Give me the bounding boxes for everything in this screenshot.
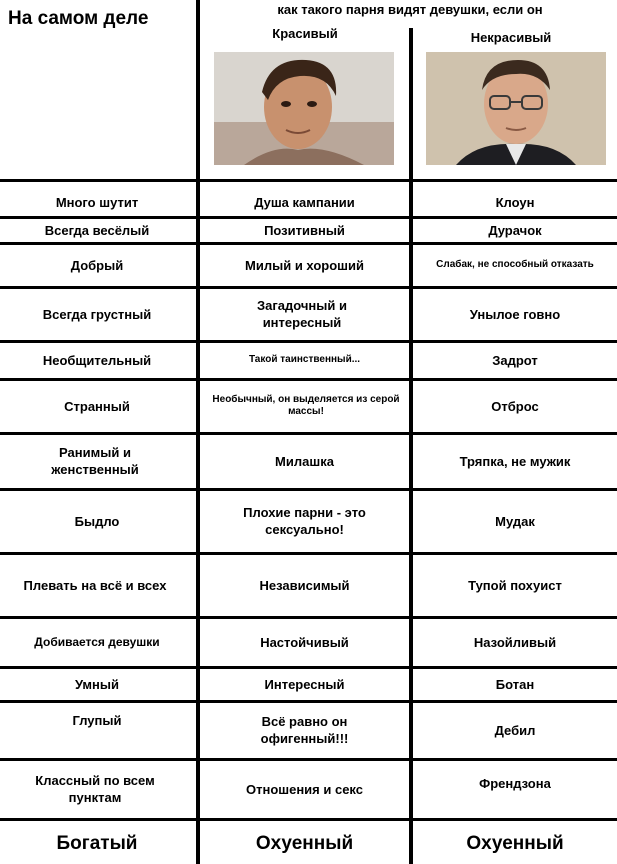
photo-handsome-guy bbox=[214, 52, 394, 165]
ugly-perception: Слабак, не способный отказать bbox=[436, 259, 594, 270]
ugly-perception: Ботан bbox=[495, 676, 535, 692]
actual-trait: Всегда грустный bbox=[42, 306, 152, 322]
actual-trait: Странный bbox=[64, 398, 130, 414]
handsome-perception: Милашка bbox=[275, 453, 334, 469]
ugly-column-title: Некрасивый bbox=[470, 30, 552, 45]
ugly-perception: Дебил bbox=[494, 722, 536, 738]
actual-trait: Глупый bbox=[72, 712, 122, 728]
handsome-perception: Отношения и секс bbox=[245, 781, 363, 797]
row-separator bbox=[0, 818, 617, 821]
handsome-perception: Такой таинственный... bbox=[248, 354, 361, 365]
handsome-perception: Независимый bbox=[259, 577, 350, 593]
actual-trait: Богатый bbox=[56, 832, 138, 854]
ugly-perception: Тряпка, не мужик bbox=[459, 453, 571, 469]
actual-trait: Необщительный bbox=[42, 352, 152, 368]
handsome-perception: Всё равно он офигенный!!! bbox=[260, 714, 349, 746]
ugly-perception: Дурачок bbox=[488, 222, 542, 238]
actual-trait: Классный по всем пунктам bbox=[35, 773, 155, 805]
handsome-perception: Загадочный и интересный bbox=[257, 298, 347, 330]
ugly-perception: Задрот bbox=[492, 352, 538, 368]
handsome-perception: Настойчивый bbox=[260, 634, 349, 650]
ugly-perception: Клоун bbox=[495, 194, 535, 210]
actual-trait: Добрый bbox=[70, 257, 124, 273]
handsome-perception: Необычный, он выделяется из серой массы! bbox=[212, 394, 400, 417]
top-title: как такого парня видят девушки, если он bbox=[277, 2, 543, 17]
left-column-title: На самом деле bbox=[8, 8, 149, 29]
photo-guy-in-glasses bbox=[426, 52, 606, 165]
handsome-column-title: Красивый bbox=[272, 26, 338, 41]
row-separator bbox=[0, 179, 617, 182]
handsome-perception: Плохие парни - это сексуально! bbox=[243, 505, 366, 537]
handsome-perception: Охуенный bbox=[255, 832, 354, 854]
handsome-perception: Позитивный bbox=[264, 222, 345, 238]
ugly-perception: Унылое говно bbox=[469, 306, 561, 322]
ugly-perception: Мудак bbox=[495, 513, 535, 529]
ugly-perception: Тупой похуист bbox=[468, 577, 562, 593]
actual-trait: Быдло bbox=[74, 513, 120, 529]
actual-trait: Добивается девушки bbox=[34, 634, 160, 649]
handsome-perception: Душа кампании bbox=[254, 194, 355, 210]
actual-trait: Умный bbox=[74, 676, 119, 692]
ugly-perception: Охуенный bbox=[466, 832, 564, 854]
ugly-perception: Назойливый bbox=[473, 634, 557, 650]
ugly-perception: Френдзона bbox=[479, 775, 551, 791]
actual-trait: Много шутит bbox=[55, 194, 139, 210]
actual-trait: Плевать на всё и всех bbox=[23, 577, 167, 593]
column-divider-right bbox=[409, 28, 413, 864]
handsome-perception: Интересный bbox=[264, 676, 345, 692]
actual-trait: Всегда весёлый bbox=[44, 222, 150, 238]
handsome-perception: Милый и хороший bbox=[245, 257, 364, 273]
actual-trait: Ранимый и женственный bbox=[51, 445, 139, 477]
ugly-perception: Отброс bbox=[491, 398, 539, 414]
